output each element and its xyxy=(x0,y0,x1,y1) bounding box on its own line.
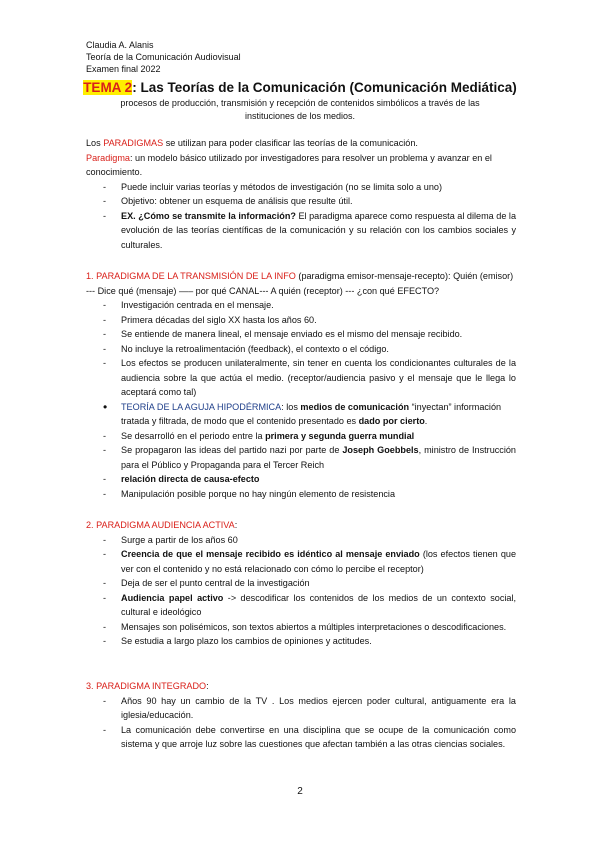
section-2-title: 2. PARADIGMA AUDIENCIA ACTIVA xyxy=(86,520,235,530)
aguja-theory-term: TEORÍA DE LA AGUJA HIPODÉRMICA xyxy=(121,401,282,412)
title-text: : Las Teorías de la Comunicación (Comunicación Mediática) xyxy=(132,80,517,95)
section-2-colon: : xyxy=(234,520,238,530)
subtitle: procesos de producción, transmisión y recepción de contenidos simbólicos a través de las instituciones de los medios. xyxy=(120,98,480,121)
audiencia-text: -> descodificar los contenidos de los medios de un contexto social, cultural e ideológico xyxy=(121,592,517,617)
list-item-example xyxy=(86,209,516,253)
page-number: 2 xyxy=(297,786,303,797)
intro-block xyxy=(86,136,516,252)
list-item xyxy=(86,547,516,576)
list-item xyxy=(86,443,516,472)
paradigm-definition xyxy=(86,151,516,180)
section-2-list xyxy=(86,533,516,649)
guerra-bold: primera y segunda guerra mundial xyxy=(265,430,415,441)
aguja-bold: medios de comunicación xyxy=(300,401,410,412)
header-exam: Examen final 2022 xyxy=(86,64,161,74)
aguja-text: “inyectan” información tratada y filtrada, de modo que el contenido presentado es xyxy=(121,401,502,426)
page-title xyxy=(0,79,600,96)
header-author: Claudia A. Alanis xyxy=(86,40,154,50)
list-item-aguja xyxy=(86,400,516,429)
list-item: - Investigación centrada en el mensaje. xyxy=(86,298,516,313)
intro-line xyxy=(86,136,516,151)
section-3-list xyxy=(86,694,516,752)
list-item: - Surge a partir de los años 60 xyxy=(86,533,516,548)
list-item: - No incluye la retroalimentación (feedback), el contexto o el código. xyxy=(86,342,516,357)
intro-text: se utilizan para poder clasificar las teorías de la comunicación. xyxy=(163,138,418,148)
section-2 xyxy=(86,518,516,649)
aguja-text: . xyxy=(424,416,428,426)
list-item xyxy=(86,472,516,487)
section-1-subtitle: (paradigma emisor-mensaje-recepto): Quién (emisor) --- Dice qué (mensaje) —– por qué CANAL--- A quién (receptor) --- ¿con qué EFECTO? xyxy=(86,271,514,296)
goebbels-name: Joseph Goebbels xyxy=(342,445,419,455)
section-3-title: 3. PARADIGMA INTEGRADO xyxy=(86,681,207,691)
list-item xyxy=(86,591,516,620)
list-item: - Mensajes son polisémicos, son textos abiertos a múltiples interpretaciones o descodificaciones. xyxy=(86,620,516,635)
list-item: - Años 90 hay un cambio de la TV . Los medios ejercen poder cultural, antiguamente era la iglesia/educación. xyxy=(86,694,516,723)
section-1-list xyxy=(86,298,516,501)
paradigma-term: Paradigma xyxy=(86,152,130,163)
section-1 xyxy=(86,269,516,501)
section-3-colon: : xyxy=(206,681,209,691)
paradigmas-term: PARADIGMAS xyxy=(103,138,164,148)
list-item: - Primera décadas del siglo XX hasta los años 60. xyxy=(86,313,516,328)
example-text: El paradigma aparece como respuesta al dilema de la evolución de las teorías científicas de la comunicación y su relación con los cambios sociales y culturales. xyxy=(121,210,516,250)
creencia-text: (los efectos tienen que ver con el contenido y no está relacionado con cómo lo percibe el receptor) xyxy=(121,549,516,574)
example-question: EX. ¿Cómo se transmite la información? xyxy=(121,210,296,221)
intro-text: Los xyxy=(86,138,104,148)
list-item: - Manipulación posible porque no hay ningún elemento de resistencia xyxy=(86,487,516,502)
guerra-text: Se desarrolló en el periodo entre la xyxy=(121,430,266,441)
aguja-text: : los xyxy=(281,401,301,412)
list-item: - Se estudia a largo plazo los cambios de opiniones y actitudes. xyxy=(86,634,516,649)
header-course: Teoría de la Comunicación Audiovisual xyxy=(86,52,241,62)
goebbels-text: , ministro de Instrucción para el Público y Propaganda para el Tercer Reich xyxy=(121,445,516,470)
section-2-heading xyxy=(86,518,516,533)
section-3-heading xyxy=(86,679,516,694)
list-item xyxy=(86,429,516,444)
list-item: - Puede incluir varias teorías y métodos de investigación (no se limita solo a uno) xyxy=(86,180,516,195)
creencia-bold: Creencia de que el mensaje recibido es idéntico al mensaje enviado xyxy=(121,549,420,559)
goebbels-text: Se propagaron las ideas del partido nazi por parte de xyxy=(121,445,343,455)
section-1-title: 1. PARADIGMA DE LA TRANSMISIÓN DE LA INFO xyxy=(86,271,296,281)
definition-text: : un modelo básico utilizado por investigadores para resolver un problema y avanzar en el conocimiento. xyxy=(86,152,492,177)
aguja-bold: dado por cierto xyxy=(358,416,425,426)
section-3 xyxy=(86,679,516,752)
list-item: - Deja de ser el punto central de la investigación xyxy=(86,576,516,591)
relacion-bold: relación directa de causa-efecto xyxy=(121,474,260,484)
intro-list xyxy=(86,180,516,253)
tema-label: TEMA 2 xyxy=(83,80,133,95)
list-item: - Se entiende de manera lineal, el mensaje enviado es el mismo del mensaje recibido. xyxy=(86,327,516,342)
list-item: - Los efectos se producen unilateralmente, sin tener en cuenta los condicionantes culturales de la audiencia sobre la que actúa el medio. (receptor/audiencia pasivo y el mensaje que le llega lo aceptará como tal) xyxy=(86,356,516,400)
list-item: - Objetivo: obtener un esquema de análisis que resulte útil. xyxy=(86,194,516,209)
audiencia-bold: Audiencia papel activo xyxy=(121,592,224,603)
list-item: - La comunicación debe convertirse en una disciplina que se ocupe de la comunicación como sistema y que arroje luz sobre las cuestiones que afectan también a las otras ciencias sociales. xyxy=(86,723,516,752)
section-1-heading xyxy=(86,269,516,298)
